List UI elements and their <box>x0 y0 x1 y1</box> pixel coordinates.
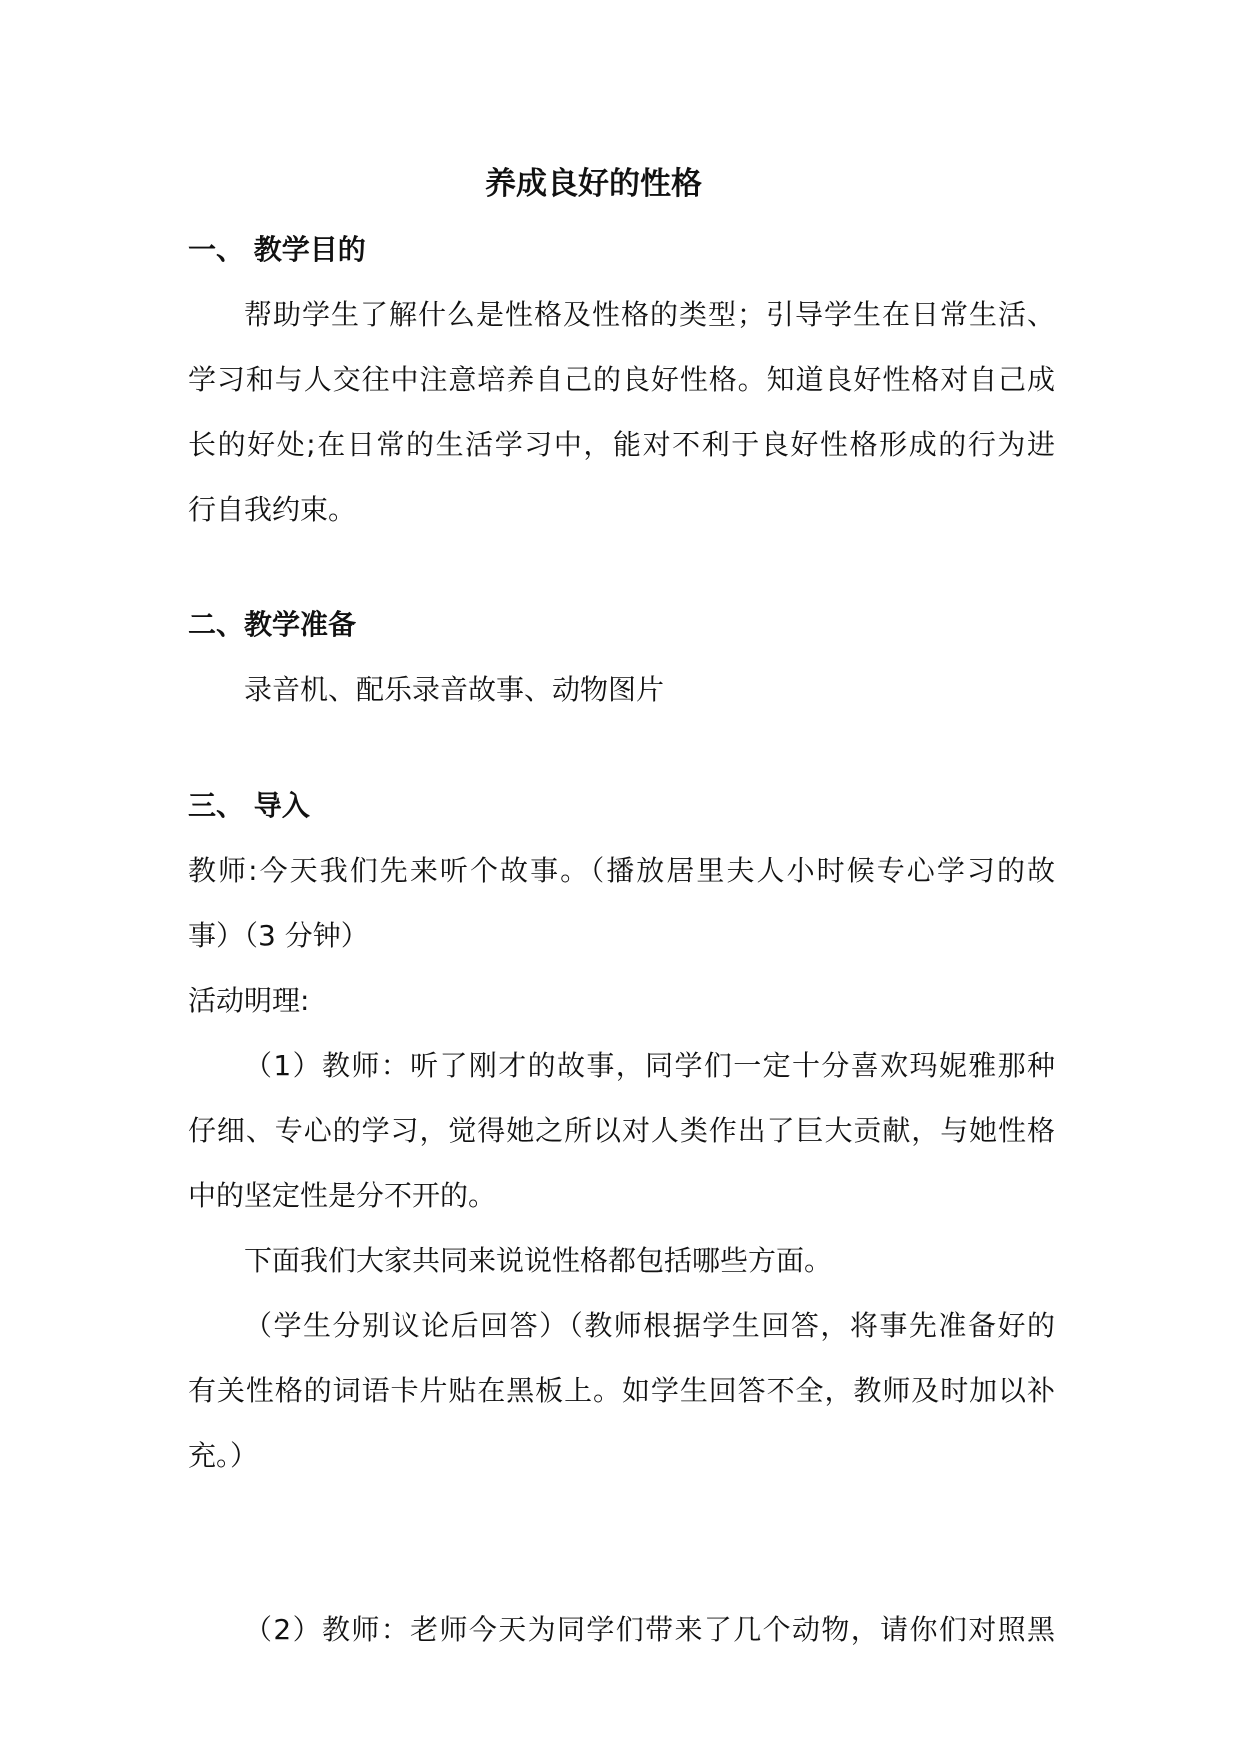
paragraph <box>188 1228 1055 1293</box>
paragraph <box>188 1597 1055 1662</box>
paragraph <box>188 968 1055 1033</box>
section-teaching-goals <box>188 217 1055 542</box>
paragraph <box>188 657 1055 722</box>
paragraph <box>188 1293 1055 1488</box>
paragraph-line: 下面我们大家共同来说说性格都包括哪些方面。 <box>244 1244 833 1277</box>
paragraph <box>188 838 1055 968</box>
paragraph-line: 长的好处;在日常的生活学习中，能对不利于良好性格形成的行为进 <box>188 428 1055 461</box>
document-title: 养成良好的性格 <box>485 166 702 202</box>
paragraph-line: 录音机、配乐录音故事、动物图片 <box>244 673 665 706</box>
paragraph-line: （2）教师：老师今天为同学们带来了几个动物，请你们对照黑 <box>244 1613 1055 1646</box>
paragraph-line: 帮助学生了解什么是性格及性格的类型；引导学生在日常生活、 <box>244 298 1055 331</box>
section-heading: 一、 教学目的 <box>188 233 366 266</box>
paragraph-line: 有关性格的词语卡片贴在黑板上。如学生回答不全，教师及时加以补 <box>188 1374 1055 1407</box>
paragraph-line: （1）教师：听了刚才的故事，同学们一定十分喜欢玛妮雅那种 <box>244 1049 1055 1082</box>
paragraph <box>188 1033 1055 1228</box>
document-body <box>188 152 1055 1662</box>
section-teaching-preparation <box>188 592 1055 722</box>
paragraph-line: 教师:今天我们先来听个故事。（播放居里夫人小时候专心学习的故 <box>188 854 1055 887</box>
paragraph-line: 仔细、专心的学习，觉得她之所以对人类作出了巨大贡献，与她性格 <box>188 1114 1055 1147</box>
section-heading: 三、 导入 <box>188 789 310 822</box>
paragraph <box>188 282 1055 542</box>
paragraph-line: 中的坚定性是分不开的。 <box>188 1179 497 1212</box>
paragraph-line: 充。） <box>188 1439 259 1472</box>
paragraph-line: 活动明理: <box>188 984 310 1017</box>
paragraph-line: （学生分别议论后回答）（教师根据学生回答，将事先准备好的 <box>244 1309 1055 1342</box>
paragraph-line: 行自我约束。 <box>188 493 357 526</box>
section-introduction <box>188 773 1055 1662</box>
paragraph-line: 学习和与人交往中注意培养自己的良好性格。知道良好性格对自己成 <box>188 363 1055 396</box>
paragraph-line: 事）（3 分钟） <box>188 919 369 952</box>
section-heading: 二、教学准备 <box>188 608 357 641</box>
